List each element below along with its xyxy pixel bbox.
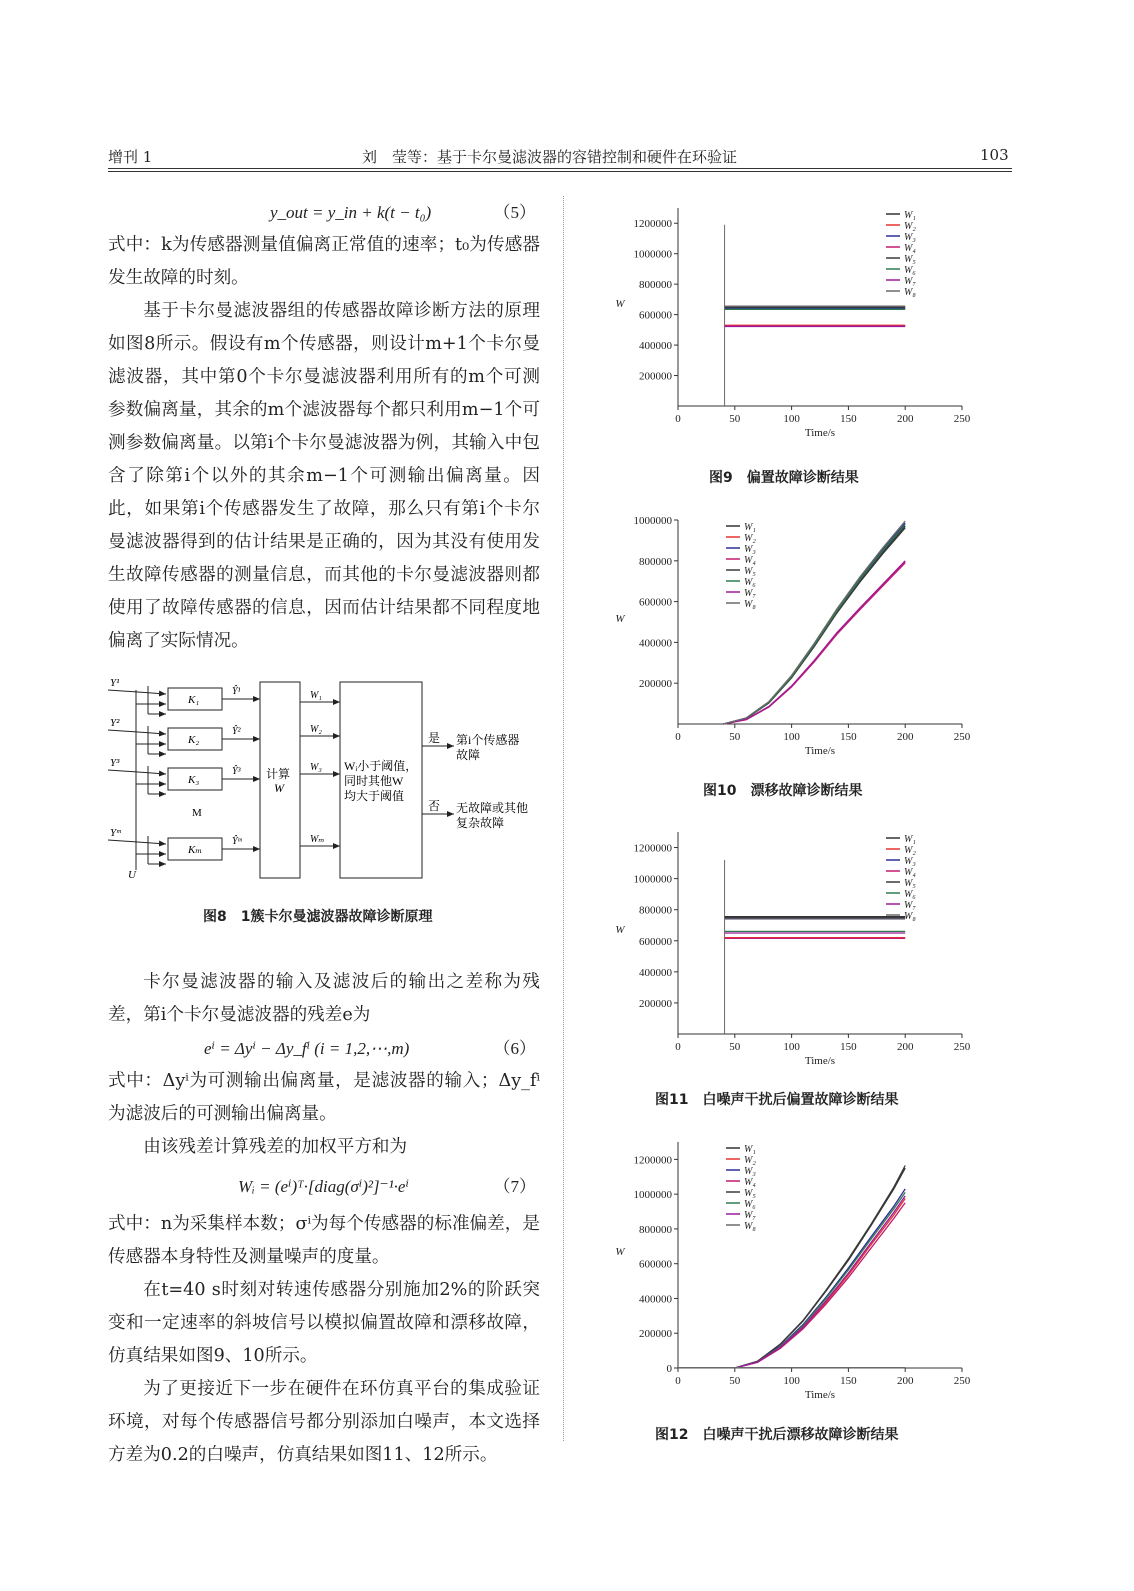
diagram-yes-label: 是 — [428, 731, 441, 745]
diagram-output-label: W₂ — [310, 724, 322, 735]
paragraph-2: 基于卡尔曼滤波器组的传感器故障诊断方法的原理如图8所示。假设有m个传感器，则设计m+1个卡尔曼滤波器，其中第0个卡尔曼滤波器利用所有的m个可测参数偏离量，其余的m个滤波器每个都只利用m−1个可测参数偏离量。以第i个卡尔曼滤波器为例，其输入中包含了除第i个以外的其余m−1个可测输出偏离量。因此，如果第i个传感器发生了故障，那么只有第i个卡尔曼滤波器得到的估计结果是正确的，因为其没有使用发生故障传感器的测量信息，而其他的卡尔曼滤波器则都使用了故障传感器的信息，因而估计结果都不同程度地偏离了实际情况。 — [108, 301, 540, 651]
x-tick-label: 0 — [675, 1375, 681, 1387]
x-tick-label: 0 — [675, 731, 681, 743]
legend-entry: W₆ — [744, 577, 756, 588]
column-divider — [563, 196, 564, 1441]
legend-entry: W₂ — [904, 845, 916, 856]
x-tick-label: 50 — [729, 413, 741, 425]
diagram-no-result: 无故障或其他 — [456, 801, 529, 815]
x-tick-label: 100 — [783, 1041, 800, 1053]
legend-entry: W₈ — [744, 599, 756, 610]
x-axis-label: Time/s — [804, 427, 836, 439]
figure-9-label: 图9 — [709, 470, 733, 486]
diagram-estimate-label: Ŷᵐ — [232, 836, 242, 847]
figure-10-caption — [703, 780, 862, 800]
y-tick-label: 1000000 — [633, 1189, 672, 1202]
x-tick-label: 150 — [840, 731, 857, 743]
equation-5 — [108, 196, 540, 229]
legend-entry: W₁ — [904, 834, 916, 845]
legend-entry: W₇ — [904, 900, 916, 911]
y-axis-label: W — [615, 1246, 625, 1258]
x-tick-label: 150 — [840, 1375, 857, 1387]
figure-12-chart — [600, 1130, 1000, 1408]
legend-entry: W₅ — [904, 878, 916, 889]
legend-entry: W₄ — [744, 555, 756, 566]
y-tick-label: 800000 — [639, 279, 672, 292]
diagram-input-label: Y³ — [110, 757, 120, 769]
diagram-compute-label: 计算 — [266, 767, 291, 781]
x-tick-label: 250 — [953, 731, 971, 743]
legend-entry: W₅ — [744, 1188, 756, 1199]
diagram-filter-label: K₁ — [188, 694, 200, 706]
x-tick-label: 200 — [896, 1375, 914, 1387]
figure-11-chart — [600, 820, 1000, 1074]
x-tick-label: 0 — [675, 413, 681, 425]
paragraph-6: 式中：n为采集样本数；σⁱ为每个传感器的标准偏差，是传感器本身特性及测量噪声的度量。 — [108, 1214, 540, 1267]
diagram-output-label: W₁ — [310, 690, 322, 701]
diagram-yes-result: 第i个传感器 — [456, 733, 520, 747]
equation-6-number: （6） — [493, 1039, 536, 1058]
figure-8-title: 1簇卡尔曼滤波器故障诊断原理 — [240, 909, 433, 925]
y-tick-label: 1200000 — [633, 218, 672, 231]
figure-12-title: 白噪声干扰后漂移故障诊断结果 — [702, 1427, 899, 1443]
y-tick-label: 1200000 — [633, 1154, 672, 1167]
paragraph-5: 由该残差计算残差的加权平方和为 — [143, 1137, 408, 1157]
paragraph-3: 卡尔曼滤波器的输入及滤波后的输出之差称为残差，第i个卡尔曼滤波器的残差e为 — [108, 972, 540, 1025]
equation-7-formula: Wᵢ = (eⁱ)ᵀ·[diag(σⁱ)²]⁻¹·eⁱ — [238, 1177, 409, 1196]
diagram-output-label: Wₘ — [310, 834, 325, 845]
diagram-decision-text: Wᵢ小于阈值， — [344, 759, 418, 773]
header-rule-bottom — [108, 171, 1012, 172]
equation-7-number: （7） — [493, 1177, 536, 1196]
diagram-estimate-label: Ŷ¹ — [232, 686, 241, 697]
y-tick-label: 200000 — [639, 678, 672, 691]
figure-9-title: 偏置故障诊断结果 — [746, 470, 859, 486]
legend-entry: W₃ — [904, 232, 916, 243]
x-axis-label: Time/s — [804, 745, 836, 757]
equation-7 — [108, 1164, 540, 1208]
figure-8-diagram — [108, 670, 540, 890]
diagram-input-arrow — [108, 840, 166, 844]
x-tick-label: 200 — [896, 1041, 914, 1053]
y-tick-label: 600000 — [639, 309, 672, 322]
diagram-decision-text: 同时其他W — [344, 774, 404, 788]
left-column — [108, 196, 540, 658]
x-tick-label: 50 — [729, 1375, 741, 1387]
legend-entry: W₈ — [904, 911, 916, 922]
x-tick-label: 100 — [783, 1375, 800, 1387]
left-column-lower — [108, 966, 540, 1472]
figure-9-chart — [600, 196, 1000, 446]
diagram-input-arrow — [108, 770, 166, 774]
y-tick-label: 400000 — [639, 966, 672, 979]
series-line-6 — [735, 1192, 905, 1368]
y-tick-label: 400000 — [639, 1293, 672, 1306]
x-tick-label: 250 — [953, 1041, 971, 1053]
figure-12-label: 图12 — [655, 1427, 689, 1443]
paragraph-8: 为了更接近下一步在硬件在环仿真平台的集成验证环境，对每个传感器信号都分别添加白噪声，本文选择方差为0.2的白噪声，仿真结果如图11、12所示。 — [108, 1379, 540, 1465]
y-tick-label: 600000 — [639, 935, 672, 948]
y-tick-label: 1000000 — [633, 515, 672, 527]
equation-6 — [108, 1032, 540, 1065]
y-tick-label: 600000 — [639, 596, 672, 609]
x-tick-label: 100 — [783, 413, 800, 425]
series-line-7 — [735, 1196, 905, 1368]
figure-12-caption — [655, 1424, 898, 1444]
figure-11-title: 白噪声干扰后偏置故障诊断结果 — [702, 1092, 899, 1108]
diagram-output-label: W₃ — [310, 762, 322, 773]
legend-entry: W₃ — [744, 544, 756, 555]
diagram-compute-w: W — [274, 781, 284, 795]
legend-entry: W₁ — [744, 1144, 756, 1155]
figure-11-caption — [655, 1089, 898, 1109]
y-tick-label: 800000 — [639, 904, 672, 917]
diagram-estimate-label: Ŷ³ — [232, 766, 241, 777]
y-axis-label: W — [615, 924, 625, 936]
x-axis-label: Time/s — [804, 1389, 836, 1401]
legend-entry: W₄ — [744, 1177, 756, 1188]
diagram-decision-text: 均大于阈值 — [344, 789, 405, 803]
series-line-3 — [735, 1189, 905, 1368]
diagram-input-label: Yᵐ — [110, 827, 121, 839]
x-tick-label: 50 — [729, 731, 741, 743]
legend-entry: W₁ — [744, 522, 756, 533]
diagram-input-label: Y² — [110, 717, 120, 729]
paragraph-7: 在t=40 s时刻对转速传感器分别施加2%的阶跃突变和一定速率的斜坡信号以模拟偏置故障和漂移故障，仿真结果如图9、10所示。 — [108, 1280, 540, 1366]
y-tick-label: 1000000 — [633, 873, 672, 886]
paragraph-4: 式中：Δyⁱ为可测输出偏离量，是滤波器的输入；Δy_fⁱ为滤波后的可测输出偏离量。 — [108, 1071, 540, 1124]
legend-entry: W₂ — [904, 221, 916, 232]
figure-10-chart — [600, 508, 1000, 764]
x-tick-label: 200 — [896, 413, 914, 425]
y-tick-label: 1000000 — [633, 248, 672, 261]
y-tick-label: 200000 — [639, 1328, 672, 1341]
legend-entry: W₁ — [904, 210, 916, 221]
y-axis-label: W — [615, 298, 625, 310]
header-issue: 增刊 1 — [108, 148, 153, 166]
diagram-filter-label: K₃ — [188, 774, 200, 786]
series-line-2 — [735, 1199, 905, 1369]
header-title: 刘 莹等：基于卡尔曼滤波器的容错控制和硬件在环验证 — [362, 148, 738, 166]
y-tick-label: 800000 — [639, 555, 672, 568]
diagram-ellipsis: M — [192, 807, 202, 819]
legend-entry: W₆ — [904, 265, 916, 276]
series-line-1 — [735, 1168, 905, 1368]
diagram-yes-result: 故障 — [456, 748, 481, 762]
x-tick-label: 100 — [783, 731, 800, 743]
y-tick-label: 800000 — [639, 1223, 672, 1236]
paragraph-1: 式中：k为传感器测量值偏离正常值的速率；t₀为传感器发生故障的时刻。 — [108, 235, 540, 288]
figure-9-caption — [709, 467, 859, 487]
diagram-filter-label: Kₘ — [188, 844, 203, 856]
y-tick-label: 200000 — [639, 997, 672, 1010]
legend-entry: W₇ — [744, 1210, 756, 1221]
legend-entry: W₄ — [904, 867, 916, 878]
y-tick-label: 600000 — [639, 1258, 672, 1271]
x-tick-label: 200 — [896, 731, 914, 743]
figure-10-title: 漂移故障诊断结果 — [750, 783, 863, 799]
figure-8-label: 图8 — [203, 909, 227, 925]
equation-5-formula: y_out = y_in + k(t − t₀) — [270, 203, 432, 222]
diagram-estimate-label: Ŷ² — [232, 726, 241, 737]
diagram-input-label: Y¹ — [110, 677, 120, 689]
diagram-input-arrow — [108, 690, 166, 694]
legend-entry: W₂ — [744, 533, 756, 544]
legend-entry: W₅ — [744, 566, 756, 577]
y-tick-label: 400000 — [639, 637, 672, 650]
header-rule-top — [108, 168, 1012, 169]
legend-entry: W₃ — [744, 1166, 756, 1177]
legend-entry: W₄ — [904, 243, 916, 254]
x-tick-label: 150 — [840, 413, 857, 425]
series-line-5 — [735, 1166, 905, 1369]
y-tick-label: 1200000 — [633, 842, 672, 855]
diagram-u-label: U — [128, 869, 136, 881]
equation-6-formula: eⁱ = Δyⁱ − Δy_fⁱ (i = 1,2,⋯,m) — [204, 1039, 410, 1058]
x-tick-label: 250 — [953, 1375, 971, 1387]
legend-entry: W₃ — [904, 856, 916, 867]
legend-entry: W₈ — [904, 287, 916, 298]
legend-entry: W₅ — [904, 254, 916, 265]
legend-entry: W₈ — [744, 1221, 756, 1232]
figure-11-label: 图11 — [655, 1092, 689, 1108]
legend-entry: W₂ — [744, 1155, 756, 1166]
legend-entry: W₆ — [904, 889, 916, 900]
header-page: 103 — [980, 146, 1009, 164]
y-axis-label: W — [615, 613, 625, 625]
equation-5-number: （5） — [493, 203, 536, 222]
diagram-filter-label: K₂ — [188, 734, 200, 746]
legend-entry: W₇ — [744, 588, 756, 599]
x-axis-label: Time/s — [804, 1055, 836, 1067]
y-tick-label: 0 — [666, 1363, 672, 1375]
legend-entry: W₆ — [744, 1199, 756, 1210]
y-tick-label: 200000 — [639, 370, 672, 383]
figure-8-caption — [203, 906, 433, 926]
diagram-no-label: 否 — [428, 799, 441, 813]
diagram-no-result: 复杂故障 — [456, 816, 505, 830]
x-tick-label: 250 — [953, 413, 971, 425]
diagram-input-arrow — [108, 730, 166, 734]
x-tick-label: 50 — [729, 1041, 741, 1053]
x-tick-label: 0 — [675, 1041, 681, 1053]
figure-10-label: 图10 — [703, 783, 737, 799]
x-tick-label: 150 — [840, 1041, 857, 1053]
legend-entry: W₇ — [904, 276, 916, 287]
y-tick-label: 400000 — [639, 340, 672, 353]
